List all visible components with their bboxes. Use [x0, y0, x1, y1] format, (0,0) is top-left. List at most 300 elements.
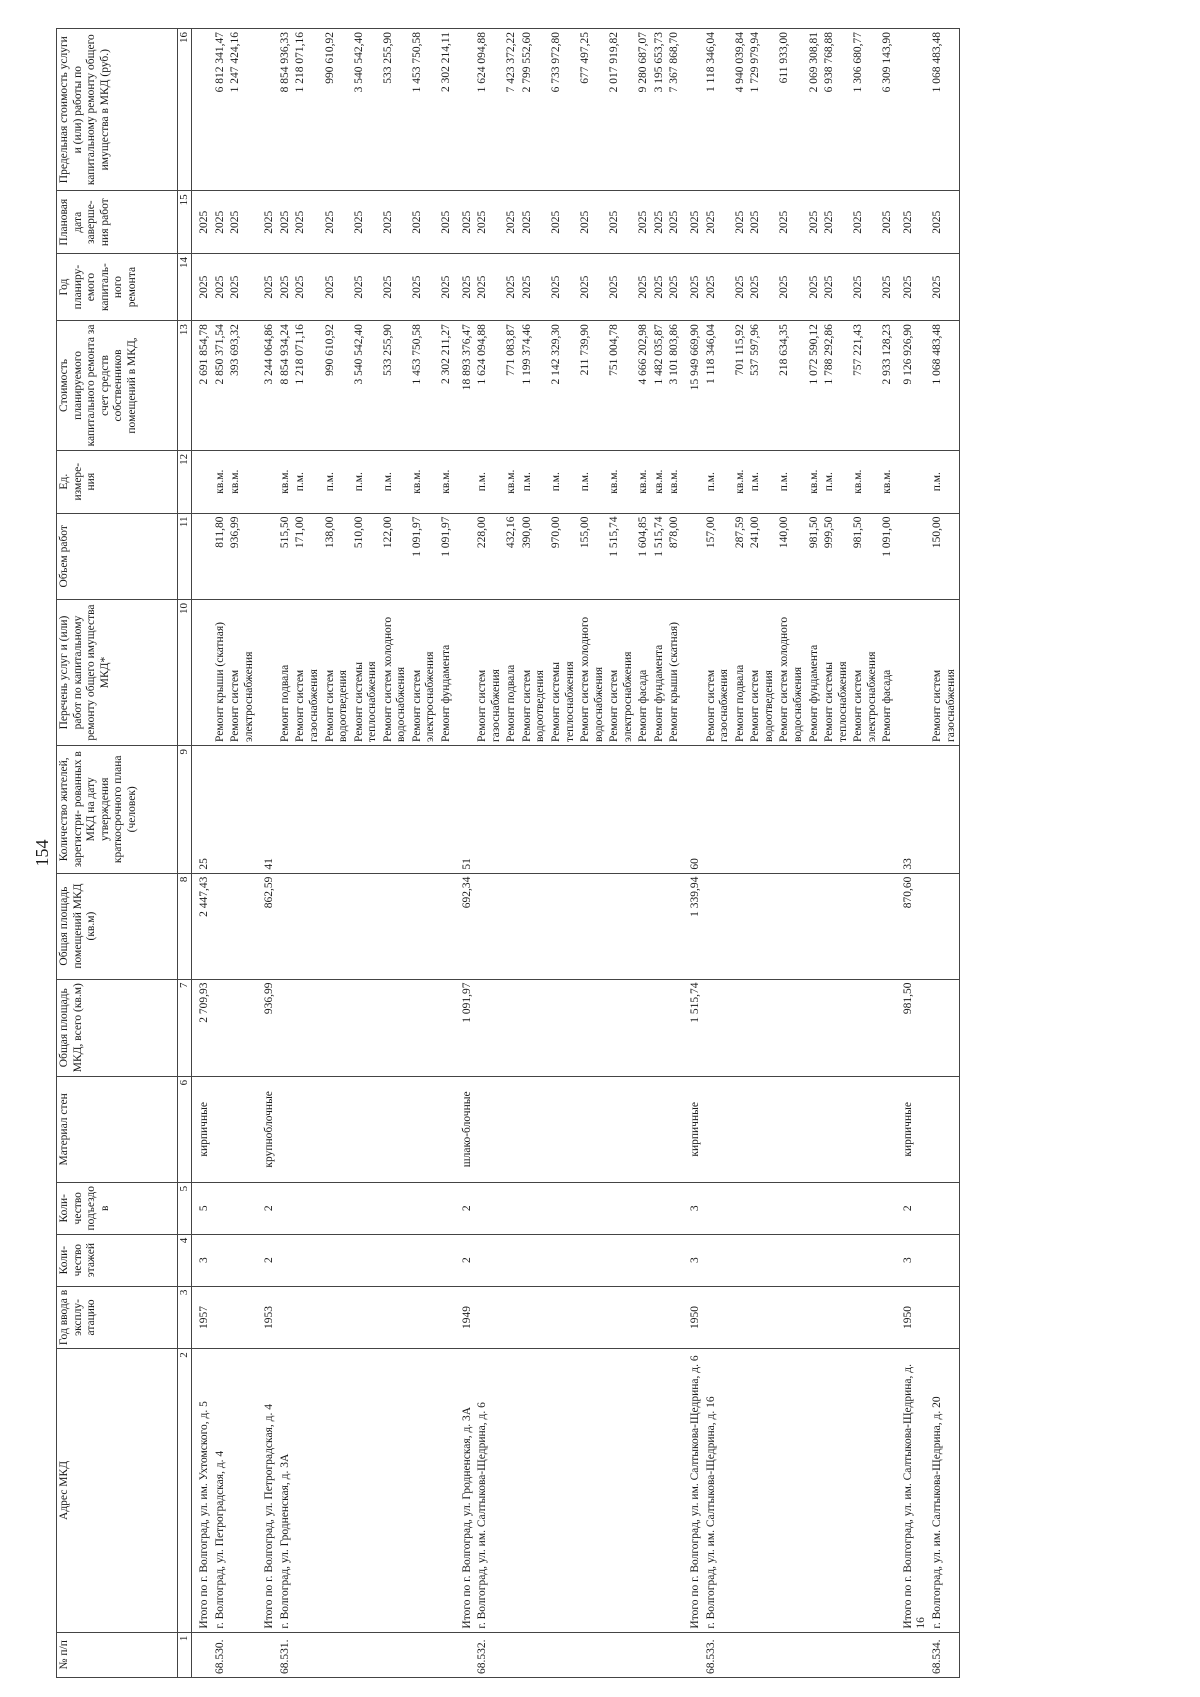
address-cell — [410, 1349, 439, 1632]
work-type-cell: Ремонт фундамента — [807, 600, 823, 746]
wall-material-cell — [278, 1076, 294, 1182]
year-cell — [278, 1286, 294, 1349]
volume-cell: 999,50 — [822, 513, 851, 600]
cost-cell: 2 933 128,23 — [880, 321, 896, 451]
unit-cell: п.м. — [323, 450, 352, 513]
residents-cell — [704, 746, 733, 874]
work-type-cell: Ремонт систем электроснабжения — [410, 600, 439, 746]
premises-area-cell — [213, 873, 229, 979]
year-cell — [652, 1286, 668, 1349]
plan-year-cell: 2025 — [475, 254, 504, 321]
unit-cell: кв.м. — [880, 450, 896, 513]
end-date-cell: 2025 — [930, 191, 960, 254]
work-type-cell: Ремонт фундамента — [439, 600, 455, 746]
max-cost-cell: 1 118 346,04 — [704, 29, 733, 191]
cost-cell: 2 302 211,27 — [439, 321, 455, 451]
plan-year-cell: 2025 — [807, 254, 823, 321]
volume-cell — [257, 513, 278, 600]
plan-year-cell: 2025 — [578, 254, 607, 321]
plan-year-cell: 2025 — [549, 254, 578, 321]
plan-year-cell: 2025 — [607, 254, 636, 321]
total-area-cell — [293, 979, 322, 1076]
table-row — [549, 29, 578, 1678]
end-date-cell: 2025 — [475, 191, 504, 254]
row-number — [520, 1632, 549, 1677]
column-number: 3 — [178, 1286, 192, 1349]
plan-year-cell: 2025 — [683, 254, 704, 321]
max-cost-cell: 8 854 936,33 — [278, 29, 294, 191]
column-number: 6 — [178, 1076, 192, 1182]
table-row — [777, 29, 806, 1678]
plan-year-cell: 2025 — [777, 254, 806, 321]
volume-cell — [455, 513, 476, 600]
work-type-cell — [455, 600, 476, 746]
end-date-cell: 2025 — [504, 191, 520, 254]
work-type-cell: Ремонт систем водоотведения — [520, 600, 549, 746]
address-cell — [293, 1349, 322, 1632]
premises-area-cell — [228, 873, 257, 979]
wall-material-cell — [930, 1076, 960, 1182]
floors-cell — [667, 1234, 683, 1286]
max-cost-cell: 6 938 768,88 — [822, 29, 851, 191]
max-cost-cell: 1 068 483,48 — [930, 29, 960, 191]
unit-cell: кв.м. — [733, 450, 749, 513]
unit-cell: п.м. — [822, 450, 851, 513]
row-number — [455, 1632, 476, 1677]
total-area-cell — [636, 979, 652, 1076]
row-number — [323, 1632, 352, 1677]
max-cost-cell: 7 423 372,22 — [504, 29, 520, 191]
table-row — [667, 29, 683, 1678]
end-date-cell: 2025 — [455, 191, 476, 254]
wall-material-cell — [822, 1076, 851, 1182]
premises-area-cell — [381, 873, 410, 979]
end-date-cell: 2025 — [822, 191, 851, 254]
premises-area-cell — [748, 873, 777, 979]
wall-material-cell — [410, 1076, 439, 1182]
max-cost-cell: 533 255,90 — [381, 29, 410, 191]
premises-area-cell: 862,59 — [257, 873, 278, 979]
column-number: 4 — [178, 1234, 192, 1286]
volume-cell: 1 604,85 — [636, 513, 652, 600]
total-area-cell — [549, 979, 578, 1076]
year-cell — [439, 1286, 455, 1349]
volume-cell: 510,00 — [352, 513, 381, 600]
entrances-cell — [851, 1182, 880, 1234]
unit-cell: кв.м. — [213, 450, 229, 513]
address-cell: г. Волгоград, ул. Петроградская, д. 4 — [213, 1349, 229, 1632]
column-header: № п/п — [57, 1632, 178, 1677]
cost-cell: 9 126 926,90 — [896, 321, 930, 451]
plan-year-cell: 2025 — [352, 254, 381, 321]
unit-cell: п.м. — [777, 450, 806, 513]
max-cost-cell: 9 280 687,07 — [636, 29, 652, 191]
address-cell — [636, 1349, 652, 1632]
max-cost-cell — [455, 29, 476, 191]
row-number — [257, 1632, 278, 1677]
address-cell — [777, 1349, 806, 1632]
work-type-cell: Ремонт подвала — [278, 600, 294, 746]
column-header: Объем работ — [57, 513, 178, 600]
floors-cell — [704, 1234, 733, 1286]
total-row — [192, 29, 213, 1678]
wall-material-cell: кирпичные — [683, 1076, 704, 1182]
work-type-cell — [257, 600, 278, 746]
wall-material-cell: кирпичные — [896, 1076, 930, 1182]
total-area-cell — [504, 979, 520, 1076]
residents-cell — [667, 746, 683, 874]
entrances-cell — [748, 1182, 777, 1234]
work-type-cell — [896, 600, 930, 746]
plan-year-cell: 2025 — [733, 254, 749, 321]
floors-cell — [410, 1234, 439, 1286]
work-type-cell: Ремонт систем газоснабжения — [475, 600, 504, 746]
work-type-cell: Ремонт систем холодного водоснабжения — [381, 600, 410, 746]
entrances-cell: 2 — [257, 1182, 278, 1234]
address-cell — [439, 1349, 455, 1632]
unit-cell: п.м. — [293, 450, 322, 513]
column-header: Адрес МКД — [57, 1349, 178, 1632]
entrances-cell — [213, 1182, 229, 1234]
residents-cell — [323, 746, 352, 874]
cost-cell: 1 118 346,04 — [704, 321, 733, 451]
end-date-cell: 2025 — [192, 191, 213, 254]
entrances-cell — [475, 1182, 504, 1234]
column-number: 5 — [178, 1182, 192, 1234]
floors-cell — [439, 1234, 455, 1286]
floors-cell — [352, 1234, 381, 1286]
residents-cell: 33 — [896, 746, 930, 874]
cost-cell: 751 004,78 — [607, 321, 636, 451]
cost-cell: 18 893 376,47 — [455, 321, 476, 451]
premises-area-cell — [293, 873, 322, 979]
column-number: 7 — [178, 979, 192, 1076]
cost-cell: 701 115,92 — [733, 321, 749, 451]
unit-cell: п.м. — [352, 450, 381, 513]
total-area-cell — [652, 979, 668, 1076]
entrances-cell: 2 — [896, 1182, 930, 1234]
total-row — [896, 29, 930, 1678]
residents-cell — [504, 746, 520, 874]
row-number — [667, 1632, 683, 1677]
wall-material-cell — [549, 1076, 578, 1182]
wall-material-cell — [880, 1076, 896, 1182]
volume-cell: 155,00 — [578, 513, 607, 600]
column-header: Коли- чество подъездо в — [57, 1182, 178, 1234]
volume-cell: 981,50 — [851, 513, 880, 600]
year-cell: 1950 — [896, 1286, 930, 1349]
volume-cell: 1 515,74 — [607, 513, 636, 600]
end-date-cell: 2025 — [807, 191, 823, 254]
row-number — [549, 1632, 578, 1677]
address-cell — [520, 1349, 549, 1632]
volume-cell: 432,16 — [504, 513, 520, 600]
plan-year-cell: 2025 — [213, 254, 229, 321]
max-cost-cell: 1 306 680,77 — [851, 29, 880, 191]
end-date-cell: 2025 — [578, 191, 607, 254]
entrances-cell — [578, 1182, 607, 1234]
residents-cell: 60 — [683, 746, 704, 874]
wall-material-cell — [636, 1076, 652, 1182]
residents-cell — [410, 746, 439, 874]
wall-material-cell: шлако-блочные — [455, 1076, 476, 1182]
table-row — [733, 29, 749, 1678]
premises-area-cell — [549, 873, 578, 979]
plan-year-cell: 2025 — [192, 254, 213, 321]
column-header: Год планиру- емого капиталь- ного ремонта — [57, 254, 178, 321]
max-cost-cell: 3 195 653,73 — [652, 29, 668, 191]
premises-area-cell — [578, 873, 607, 979]
plan-year-cell: 2025 — [896, 254, 930, 321]
table-row — [652, 29, 668, 1678]
plan-year-cell: 2025 — [278, 254, 294, 321]
cost-cell: 990 610,92 — [323, 321, 352, 451]
entrances-cell — [278, 1182, 294, 1234]
work-type-cell: Ремонт фундамента — [652, 600, 668, 746]
wall-material-cell — [777, 1076, 806, 1182]
volume-cell: 981,50 — [807, 513, 823, 600]
max-cost-cell: 1 624 094,88 — [475, 29, 504, 191]
wall-material-cell — [748, 1076, 777, 1182]
total-area-cell — [228, 979, 257, 1076]
cost-cell: 218 634,35 — [777, 321, 806, 451]
work-type-cell: Ремонт системы теплоснабжения — [352, 600, 381, 746]
premises-area-cell — [278, 873, 294, 979]
column-number: 2 — [178, 1349, 192, 1632]
address-cell: Итого по г. Волгоград, ул. им. Салтыкова-Щедрина, д. 6 — [683, 1349, 704, 1632]
unit-cell: п.м. — [549, 450, 578, 513]
volume-cell: 1 515,74 — [652, 513, 668, 600]
entrances-cell — [520, 1182, 549, 1234]
residents-cell — [880, 746, 896, 874]
residents-cell — [930, 746, 960, 874]
volume-cell: 936,99 — [228, 513, 257, 600]
total-area-cell — [704, 979, 733, 1076]
cost-cell: 3 244 064,86 — [257, 321, 278, 451]
volume-cell: 122,00 — [381, 513, 410, 600]
floors-cell — [880, 1234, 896, 1286]
end-date-cell: 2025 — [636, 191, 652, 254]
residents-cell — [807, 746, 823, 874]
volume-cell: 228,00 — [475, 513, 504, 600]
total-row — [683, 29, 704, 1678]
address-cell — [652, 1349, 668, 1632]
floors-cell — [520, 1234, 549, 1286]
unit-cell: кв.м. — [228, 450, 257, 513]
end-date-cell: 2025 — [293, 191, 322, 254]
row-number — [822, 1632, 851, 1677]
address-cell — [578, 1349, 607, 1632]
entrances-cell — [504, 1182, 520, 1234]
table-row — [228, 29, 257, 1678]
end-date-cell: 2025 — [777, 191, 806, 254]
cost-cell: 3 101 803,86 — [667, 321, 683, 451]
floors-cell — [475, 1234, 504, 1286]
entrances-cell: 3 — [683, 1182, 704, 1234]
floors-cell — [807, 1234, 823, 1286]
table-row — [636, 29, 652, 1678]
total-area-cell — [381, 979, 410, 1076]
floors-cell — [549, 1234, 578, 1286]
unit-cell: кв.м. — [667, 450, 683, 513]
year-cell — [667, 1286, 683, 1349]
premises-area-cell: 692,34 — [455, 873, 476, 979]
unit-cell: кв.м. — [807, 450, 823, 513]
row-number: 68.533. — [704, 1632, 733, 1677]
total-area-cell: 936,99 — [257, 979, 278, 1076]
year-cell — [851, 1286, 880, 1349]
premises-area-cell: 2 447,43 — [192, 873, 213, 979]
entrances-cell — [228, 1182, 257, 1234]
table-row — [278, 29, 294, 1678]
premises-area-cell — [410, 873, 439, 979]
volume-cell — [683, 513, 704, 600]
year-cell — [607, 1286, 636, 1349]
repair-plan-table — [56, 28, 960, 1678]
work-type-cell: Ремонт подвала — [733, 600, 749, 746]
total-area-cell — [439, 979, 455, 1076]
row-number — [192, 1632, 213, 1677]
plan-year-cell: 2025 — [293, 254, 322, 321]
row-number: 68.532. — [475, 1632, 504, 1677]
cost-cell: 537 597,96 — [748, 321, 777, 451]
end-date-cell: 2025 — [652, 191, 668, 254]
residents-cell — [578, 746, 607, 874]
wall-material-cell — [851, 1076, 880, 1182]
cost-cell: 1 218 071,16 — [293, 321, 322, 451]
unit-cell: п.м. — [381, 450, 410, 513]
volume-cell: 878,00 — [667, 513, 683, 600]
end-date-cell: 2025 — [257, 191, 278, 254]
volume-cell: 1 091,97 — [410, 513, 439, 600]
row-number — [410, 1632, 439, 1677]
unit-cell: кв.м. — [636, 450, 652, 513]
work-type-cell: Ремонт систем водоотведения — [748, 600, 777, 746]
premises-area-cell — [733, 873, 749, 979]
floors-cell: 3 — [896, 1234, 930, 1286]
plan-year-cell: 2025 — [880, 254, 896, 321]
address-cell: Итого по г. Волгоград, ул. им. Салтыкова-Щедрина, д. 16 — [896, 1349, 930, 1632]
unit-cell: п.м. — [520, 450, 549, 513]
max-cost-cell: 1 729 979,94 — [748, 29, 777, 191]
entrances-cell: 5 — [192, 1182, 213, 1234]
entrances-cell — [652, 1182, 668, 1234]
table-row — [352, 29, 381, 1678]
wall-material-cell — [652, 1076, 668, 1182]
year-cell — [228, 1286, 257, 1349]
plan-year-cell: 2025 — [455, 254, 476, 321]
work-type-cell: Ремонт крыши (скатная) — [667, 600, 683, 746]
cost-cell: 2 850 371,54 — [213, 321, 229, 451]
total-area-cell — [822, 979, 851, 1076]
row-number — [578, 1632, 607, 1677]
total-area-cell — [475, 979, 504, 1076]
end-date-cell: 2025 — [520, 191, 549, 254]
plan-year-cell: 2025 — [439, 254, 455, 321]
premises-area-cell — [475, 873, 504, 979]
unit-cell: кв.м. — [410, 450, 439, 513]
row-number — [228, 1632, 257, 1677]
premises-area-cell — [323, 873, 352, 979]
plan-year-cell: 2025 — [257, 254, 278, 321]
residents-cell — [352, 746, 381, 874]
column-number-row — [178, 29, 192, 1678]
max-cost-cell: 1 218 071,16 — [293, 29, 322, 191]
volume-cell — [896, 513, 930, 600]
row-number — [381, 1632, 410, 1677]
premises-area-cell — [607, 873, 636, 979]
year-cell — [733, 1286, 749, 1349]
end-date-cell: 2025 — [549, 191, 578, 254]
max-cost-cell — [896, 29, 930, 191]
year-cell — [880, 1286, 896, 1349]
wall-material-cell — [475, 1076, 504, 1182]
premises-area-cell: 1 339,94 — [683, 873, 704, 979]
total-area-cell — [607, 979, 636, 1076]
end-date-cell: 2025 — [704, 191, 733, 254]
work-type-cell: Ремонт систем холодного водоснабжения — [578, 600, 607, 746]
entrances-cell — [607, 1182, 636, 1234]
max-cost-cell: 4 940 039,84 — [733, 29, 749, 191]
row-number — [683, 1632, 704, 1677]
table-row — [293, 29, 322, 1678]
entrances-cell — [667, 1182, 683, 1234]
unit-cell: п.м. — [578, 450, 607, 513]
table-row — [504, 29, 520, 1678]
premises-area-cell: 870,60 — [896, 873, 930, 979]
row-number — [293, 1632, 322, 1677]
residents-cell — [293, 746, 322, 874]
floors-cell: 2 — [257, 1234, 278, 1286]
table-row — [822, 29, 851, 1678]
unit-cell: кв.м. — [278, 450, 294, 513]
max-cost-cell — [257, 29, 278, 191]
address-cell — [228, 1349, 257, 1632]
end-date-cell: 2025 — [896, 191, 930, 254]
end-date-cell: 2025 — [278, 191, 294, 254]
volume-cell: 1 091,97 — [439, 513, 455, 600]
unit-cell — [455, 450, 476, 513]
wall-material-cell: крупноблочные — [257, 1076, 278, 1182]
address-cell: г. Волгоград, ул. им. Салтыкова-Щедрина, д. 20 — [930, 1349, 960, 1632]
year-cell: 1957 — [192, 1286, 213, 1349]
unit-cell: п.м. — [704, 450, 733, 513]
row-number — [352, 1632, 381, 1677]
year-cell — [323, 1286, 352, 1349]
address-cell — [733, 1349, 749, 1632]
work-type-cell — [683, 600, 704, 746]
total-area-cell — [851, 979, 880, 1076]
cost-cell: 1 072 590,12 — [807, 321, 823, 451]
wall-material-cell: кирпичные — [192, 1076, 213, 1182]
address-cell — [323, 1349, 352, 1632]
entrances-cell — [880, 1182, 896, 1234]
work-type-cell: Ремонт систем электроснабжения — [851, 600, 880, 746]
year-cell — [777, 1286, 806, 1349]
premises-area-cell — [807, 873, 823, 979]
premises-area-cell — [667, 873, 683, 979]
premises-area-cell — [352, 873, 381, 979]
address-cell: г. Волгоград, ул. им. Салтыкова-Щедрина, д. 6 — [475, 1349, 504, 1632]
year-cell — [578, 1286, 607, 1349]
column-number: 8 — [178, 873, 192, 979]
floors-cell: 2 — [455, 1234, 476, 1286]
total-area-cell — [323, 979, 352, 1076]
volume-cell: 150,00 — [930, 513, 960, 600]
residents-cell — [777, 746, 806, 874]
table-row — [880, 29, 896, 1678]
cost-cell: 4 666 202,98 — [636, 321, 652, 451]
